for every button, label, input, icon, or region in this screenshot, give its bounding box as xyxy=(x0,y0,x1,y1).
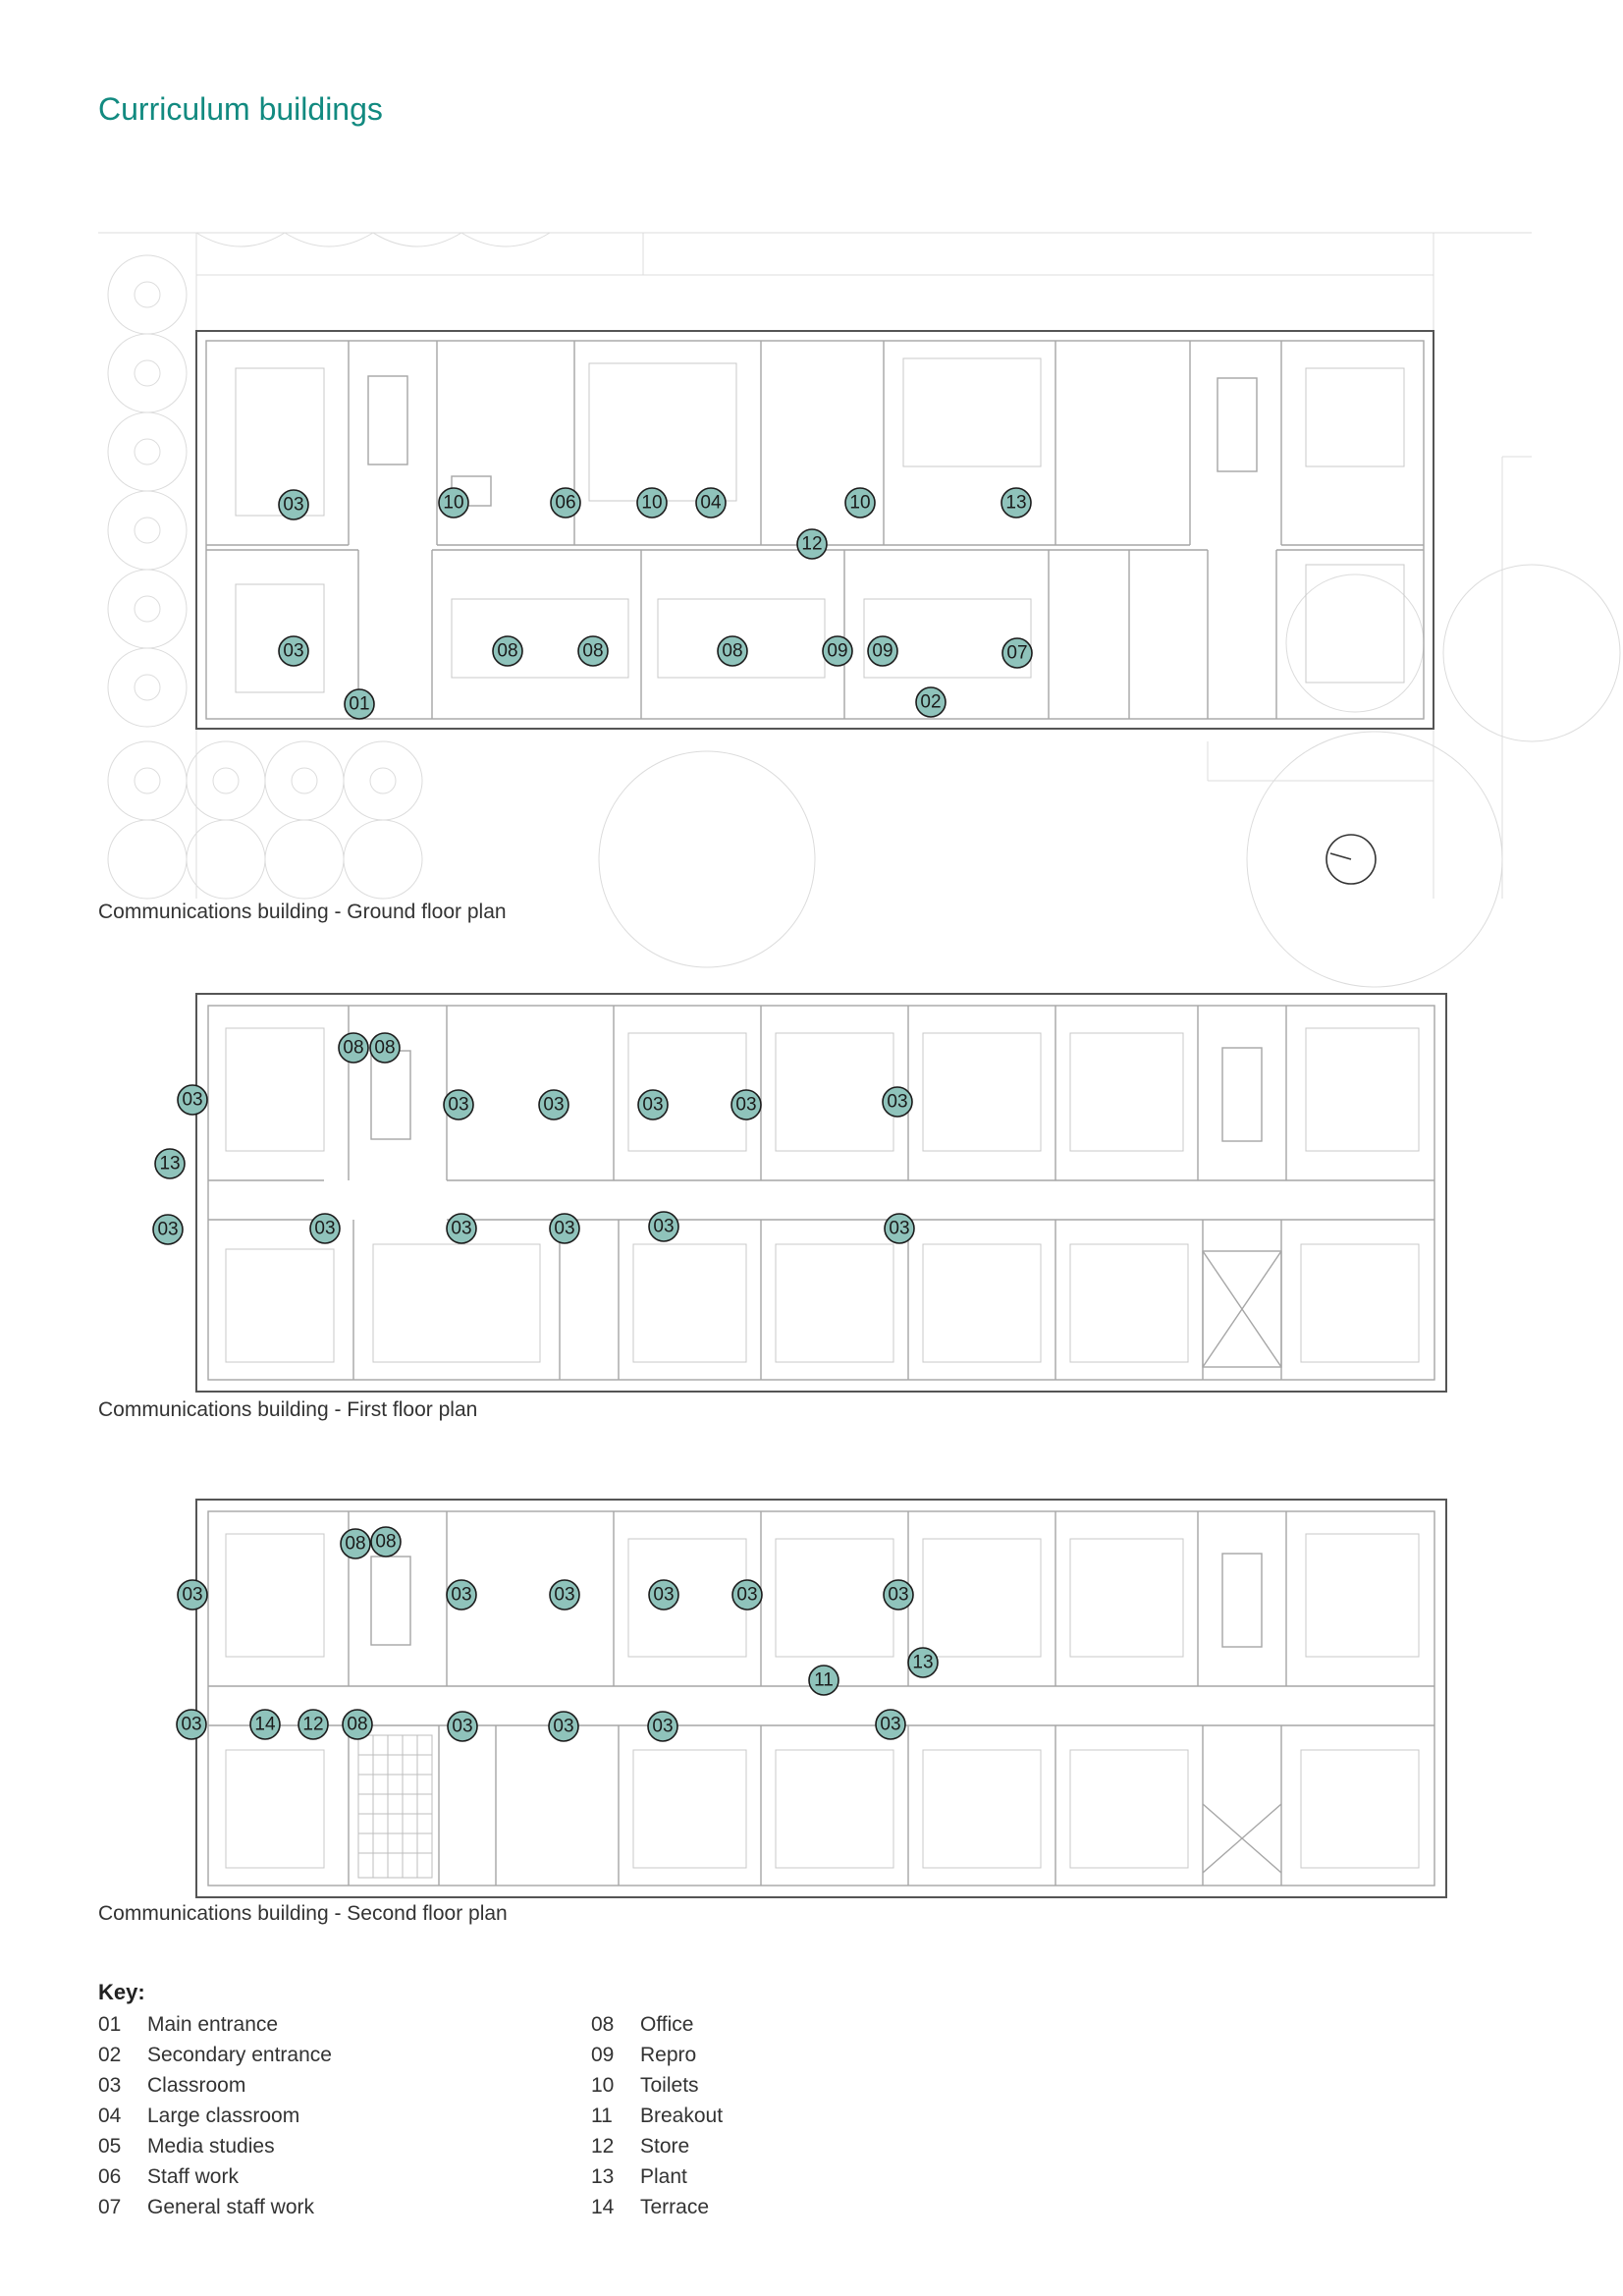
svg-text:13: 13 xyxy=(1005,492,1027,514)
ground-floor-markers xyxy=(279,488,1032,719)
svg-text:12: 12 xyxy=(801,533,823,555)
key-label: Repro xyxy=(640,2044,697,2066)
room-marker xyxy=(868,636,897,666)
key-item xyxy=(98,2192,332,2222)
svg-text:08: 08 xyxy=(347,1714,368,1735)
room-marker xyxy=(884,1580,913,1610)
room-marker xyxy=(155,1149,185,1178)
svg-text:03: 03 xyxy=(283,640,304,662)
svg-text:03: 03 xyxy=(735,1094,757,1116)
key-label: Large classroom xyxy=(147,2105,300,2127)
room-marker xyxy=(551,488,580,518)
svg-text:07: 07 xyxy=(1006,642,1028,664)
key-number: 09 xyxy=(591,2044,615,2066)
room-marker xyxy=(493,636,522,666)
building-outline xyxy=(196,1500,1446,1897)
key-number: 01 xyxy=(98,2013,122,2036)
ground-floor-plan xyxy=(98,231,1532,899)
svg-text:08: 08 xyxy=(375,1531,397,1553)
site-context xyxy=(98,233,1620,987)
svg-text:04: 04 xyxy=(700,492,722,514)
room-marker xyxy=(1002,638,1032,668)
furniture xyxy=(226,1531,1419,1868)
key-number: 12 xyxy=(591,2135,615,2158)
key-label: Office xyxy=(640,2013,694,2036)
key-number: 04 xyxy=(98,2105,122,2127)
svg-text:08: 08 xyxy=(497,640,518,662)
room-marker xyxy=(539,1090,568,1120)
svg-text:10: 10 xyxy=(641,492,663,514)
room-marker xyxy=(876,1710,905,1739)
svg-text:10: 10 xyxy=(849,492,871,514)
room-marker xyxy=(845,488,875,518)
room-marker xyxy=(648,1712,677,1741)
svg-text:03: 03 xyxy=(314,1218,336,1239)
interior-walls xyxy=(208,1511,1434,1886)
key-number: 10 xyxy=(591,2074,615,2097)
room-marker xyxy=(279,490,308,519)
terrace-grid xyxy=(358,1735,432,1878)
room-marker xyxy=(178,1580,207,1610)
room-marker xyxy=(549,1712,578,1741)
svg-text:11: 11 xyxy=(814,1669,834,1691)
first-floor-markers xyxy=(153,1033,914,1244)
svg-text:03: 03 xyxy=(283,494,304,516)
room-marker xyxy=(153,1215,183,1244)
svg-text:09: 09 xyxy=(872,640,893,662)
key-label: Media studies xyxy=(147,2135,275,2158)
furniture xyxy=(236,358,1404,692)
room-marker xyxy=(809,1666,839,1695)
svg-text:03: 03 xyxy=(888,1584,909,1606)
room-marker xyxy=(250,1710,280,1739)
key-item xyxy=(591,2009,723,2040)
room-marker xyxy=(732,1580,762,1610)
key-item xyxy=(98,2009,332,2040)
svg-text:03: 03 xyxy=(452,1716,473,1737)
key-label: Staff work xyxy=(147,2165,239,2188)
svg-text:03: 03 xyxy=(889,1218,910,1239)
key-item xyxy=(591,2040,723,2070)
key-label: Store xyxy=(640,2135,690,2158)
svg-text:03: 03 xyxy=(880,1714,901,1735)
svg-text:03: 03 xyxy=(157,1219,179,1240)
room-marker xyxy=(550,1214,579,1243)
svg-text:08: 08 xyxy=(345,1533,366,1555)
svg-text:03: 03 xyxy=(554,1584,575,1606)
svg-text:03: 03 xyxy=(182,1584,203,1606)
key-number: 11 xyxy=(591,2105,613,2127)
room-marker xyxy=(345,689,374,719)
room-marker xyxy=(310,1214,340,1243)
second-floor-plan xyxy=(181,1500,1446,1897)
svg-text:03: 03 xyxy=(887,1091,908,1113)
svg-text:03: 03 xyxy=(448,1094,469,1116)
key-item xyxy=(98,2131,332,2161)
room-marker xyxy=(339,1033,368,1063)
room-marker xyxy=(718,636,747,666)
room-marker xyxy=(696,488,726,518)
svg-text:03: 03 xyxy=(554,1218,575,1239)
svg-text:08: 08 xyxy=(374,1037,396,1059)
key-number: 07 xyxy=(98,2196,122,2218)
key-label: Plant xyxy=(640,2165,687,2188)
svg-text:13: 13 xyxy=(159,1153,181,1175)
key-label: Breakout xyxy=(640,2105,724,2127)
svg-text:03: 03 xyxy=(181,1714,202,1735)
room-marker xyxy=(883,1087,912,1117)
key-item xyxy=(98,2101,332,2131)
first-floor-caption: Communications building - First floor plan xyxy=(98,1398,478,1421)
key-list-left xyxy=(98,2009,332,2222)
key-item xyxy=(98,2070,332,2101)
svg-text:08: 08 xyxy=(343,1037,364,1059)
room-marker xyxy=(908,1648,938,1677)
key-label: Main entrance xyxy=(147,2013,279,2036)
key-item xyxy=(98,2040,332,2070)
key-number: 14 xyxy=(591,2196,615,2218)
key-item xyxy=(98,2161,332,2192)
room-marker xyxy=(1001,488,1031,518)
room-marker xyxy=(823,636,852,666)
svg-text:08: 08 xyxy=(582,640,604,662)
room-marker xyxy=(371,1527,401,1557)
room-marker xyxy=(637,488,667,518)
svg-text:03: 03 xyxy=(553,1716,574,1737)
room-marker xyxy=(797,529,827,559)
svg-text:03: 03 xyxy=(451,1218,472,1239)
key-number: 03 xyxy=(98,2074,122,2097)
svg-text:03: 03 xyxy=(543,1094,565,1116)
key-label: Toilets xyxy=(640,2074,699,2097)
svg-text:03: 03 xyxy=(652,1716,674,1737)
room-marker xyxy=(444,1090,473,1120)
room-marker xyxy=(550,1580,579,1610)
room-marker xyxy=(649,1580,678,1610)
svg-text:02: 02 xyxy=(920,691,942,713)
north-arrow xyxy=(1326,835,1376,884)
svg-text:03: 03 xyxy=(451,1584,472,1606)
ground-floor-caption: Communications building - Ground floor plan xyxy=(98,901,507,923)
room-marker xyxy=(341,1529,370,1558)
svg-text:01: 01 xyxy=(349,693,370,715)
svg-text:14: 14 xyxy=(254,1714,276,1735)
second-floor-markers xyxy=(177,1527,938,1741)
svg-text:03: 03 xyxy=(653,1584,675,1606)
key-item xyxy=(591,2192,723,2222)
key-number: 13 xyxy=(591,2165,615,2188)
room-marker xyxy=(370,1033,400,1063)
first-floor-plan xyxy=(157,994,1446,1392)
key-item xyxy=(591,2070,723,2101)
key-label: Terrace xyxy=(640,2196,710,2218)
svg-text:03: 03 xyxy=(642,1094,664,1116)
second-floor-caption: Communications building - Second floor plan xyxy=(98,1902,508,1925)
svg-text:08: 08 xyxy=(722,640,743,662)
svg-text:03: 03 xyxy=(653,1216,675,1237)
room-marker xyxy=(178,1085,207,1115)
key-item xyxy=(591,2131,723,2161)
key-list-right xyxy=(591,2009,723,2222)
svg-text:03: 03 xyxy=(182,1089,203,1111)
room-marker xyxy=(578,636,608,666)
room-marker xyxy=(343,1710,372,1739)
page-title: Curriculum buildings xyxy=(98,91,383,127)
key-number: 06 xyxy=(98,2165,122,2188)
key-label: Classroom xyxy=(147,2074,246,2097)
interior-walls xyxy=(208,1006,1434,1380)
key-number: 02 xyxy=(98,2044,122,2066)
room-marker xyxy=(448,1712,477,1741)
key-number: 05 xyxy=(98,2135,122,2158)
key-title: Key: xyxy=(98,1980,145,2004)
svg-text:06: 06 xyxy=(555,492,576,514)
key-label: Secondary entrance xyxy=(147,2044,332,2066)
room-marker xyxy=(439,488,468,518)
svg-text:12: 12 xyxy=(302,1714,324,1735)
room-marker xyxy=(731,1090,761,1120)
svg-text:03: 03 xyxy=(736,1584,758,1606)
room-marker xyxy=(649,1212,678,1241)
room-marker xyxy=(885,1214,914,1243)
key-number: 08 xyxy=(591,2013,615,2036)
key-item xyxy=(591,2161,723,2192)
room-marker xyxy=(447,1580,476,1610)
key-label: General staff work xyxy=(147,2196,315,2218)
svg-text:09: 09 xyxy=(827,640,848,662)
room-marker xyxy=(177,1710,206,1739)
room-marker xyxy=(298,1710,328,1739)
svg-text:10: 10 xyxy=(443,492,464,514)
room-marker xyxy=(916,687,946,717)
key-item xyxy=(591,2101,723,2131)
room-marker xyxy=(447,1214,476,1243)
room-marker xyxy=(638,1090,668,1120)
room-marker xyxy=(279,636,308,666)
svg-text:13: 13 xyxy=(912,1652,934,1673)
